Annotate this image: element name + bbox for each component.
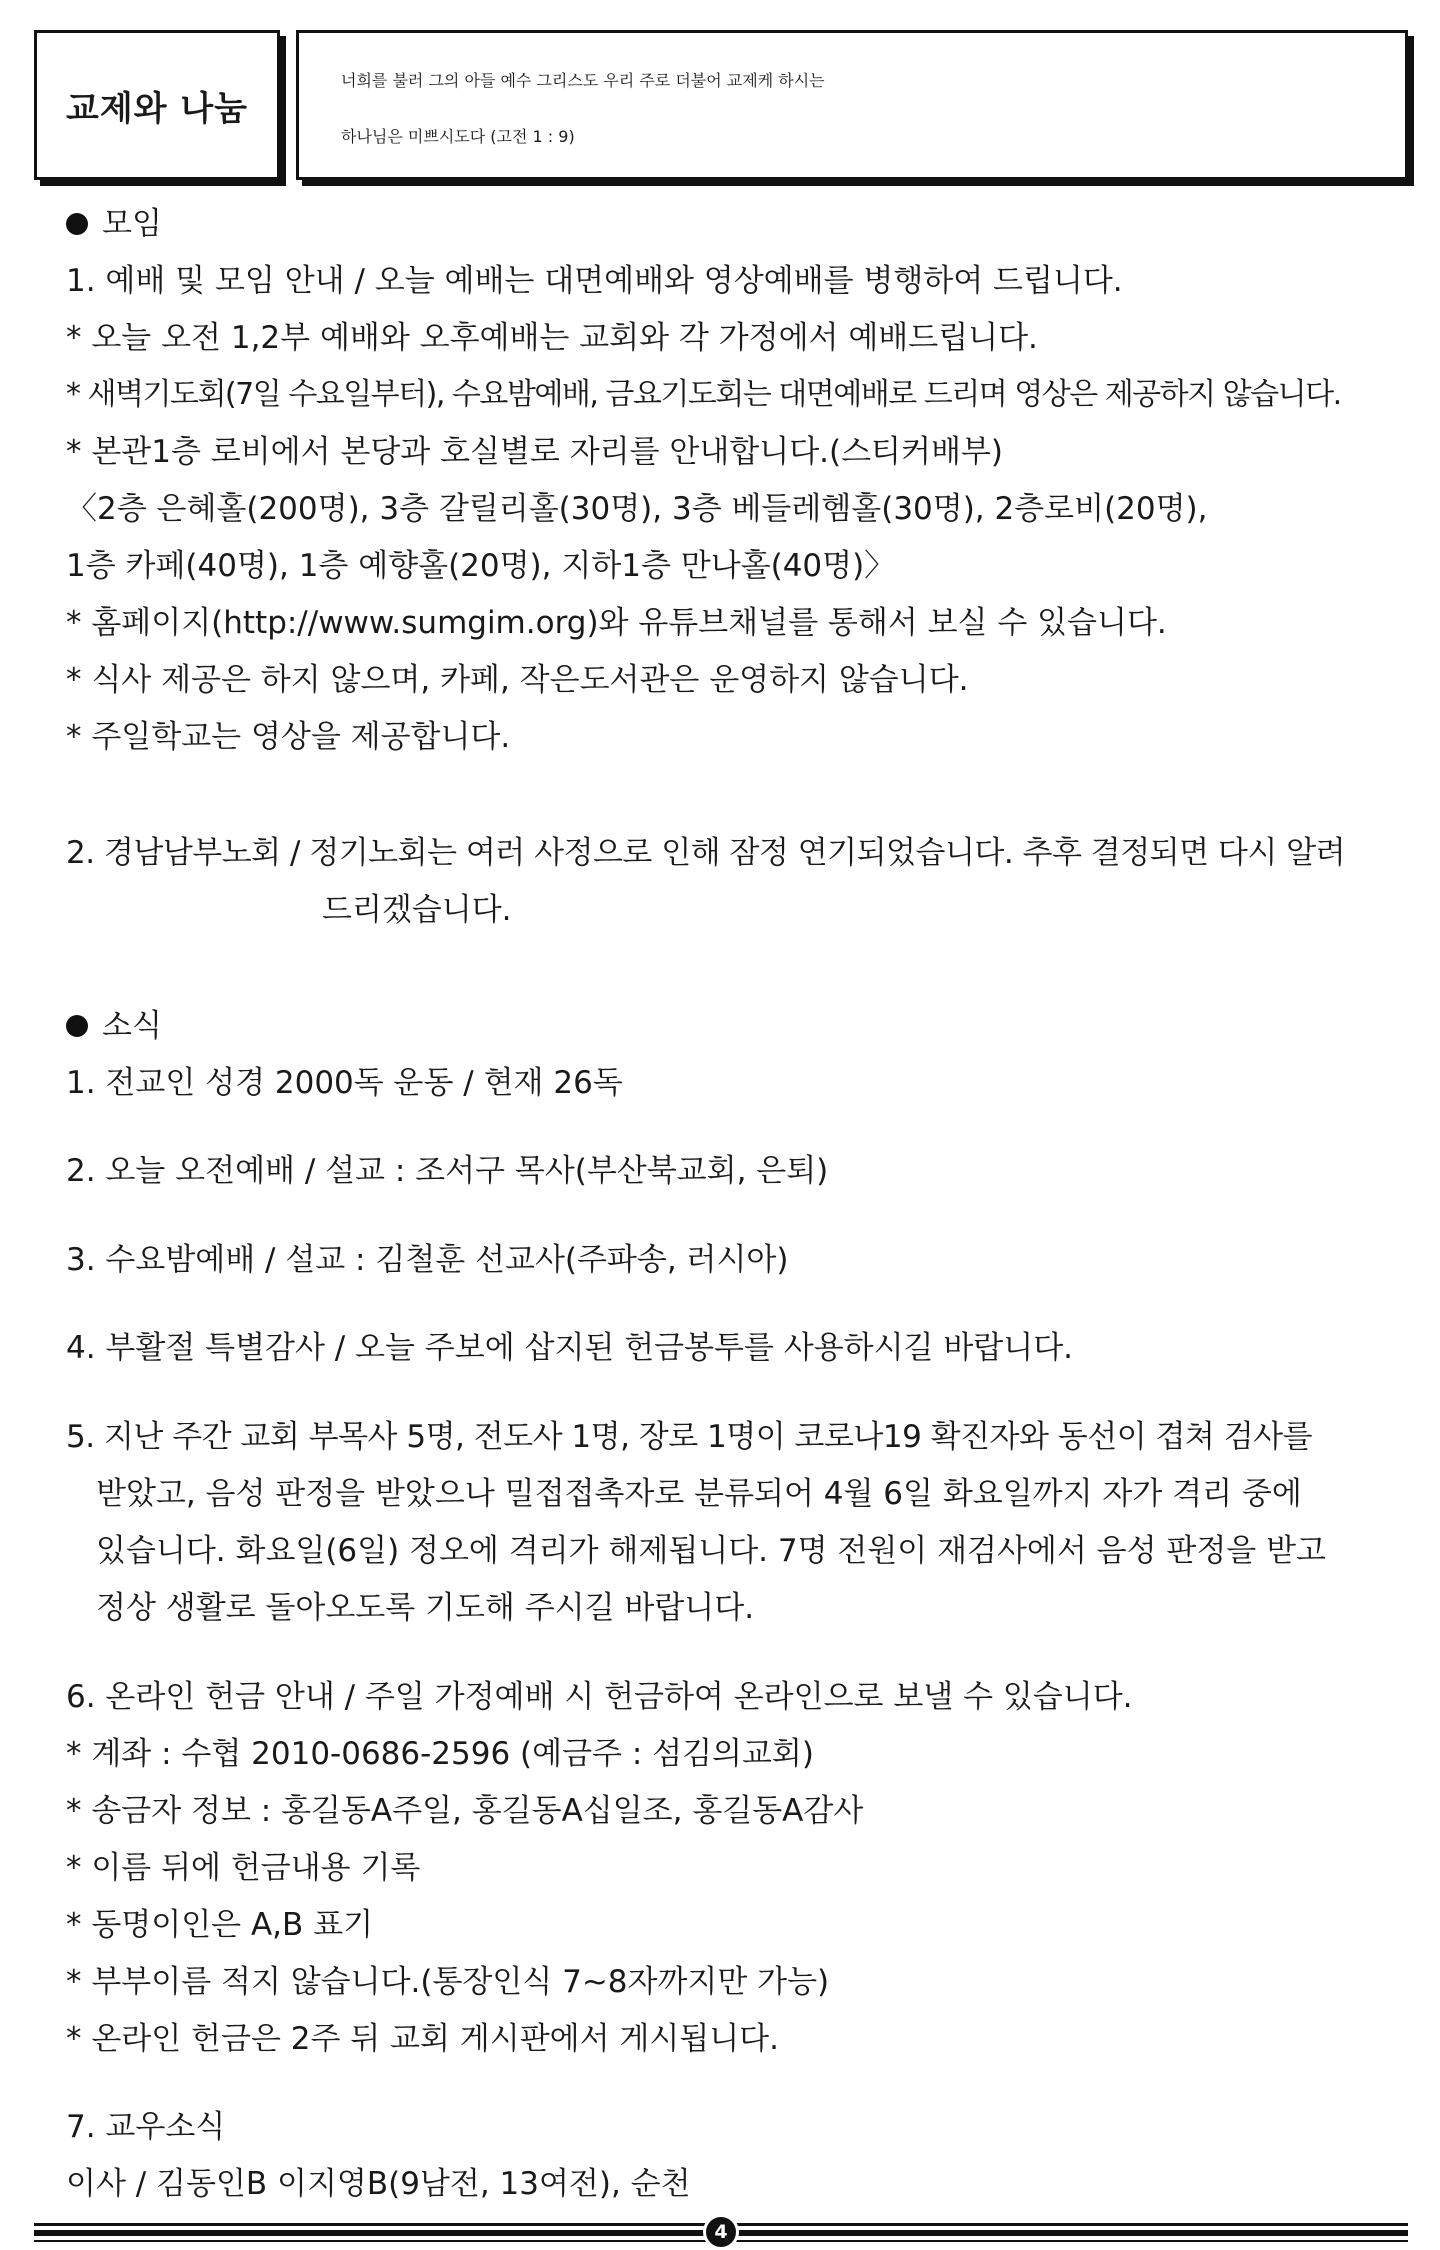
news-line: 2. 오늘 오전예배 / 설교 : 조서구 목사(부산북교회, 은퇴): [66, 1153, 829, 1189]
news-line: 있습니다. 화요일(6일) 정오에 격리가 해제됩니다. 7명 전원이 재검사에서 음성 판정을 받고: [96, 1533, 1326, 1569]
notice-line: 1층 카페(40명), 1층 예향홀(20명), 지하1층 만나홀(40명)〉: [66, 548, 896, 584]
notice-line: * 주일학교는 영상을 제공합니다.: [66, 719, 511, 755]
news-line: * 동명이인은 A,B 표기: [66, 1907, 374, 1943]
notice-line: * 오늘 오전 1,2부 예배와 오후예배는 교회와 각 가정에서 예배드립니다.: [66, 320, 1038, 356]
verse-line: 하나님은 미쁘시도다 (고전 1 : 9): [341, 127, 575, 146]
notice-line: 〈2층 은혜홀(200명), 3층 갈릴리홀(30명), 3층 베들레헴홀(30명), 2층로비(20명),: [66, 491, 1208, 527]
notice-line: 드리겠습니다.: [322, 892, 512, 928]
news-line: 이사 / 김동인B 이지영B(9남전, 13여전), 순천: [66, 2166, 691, 2202]
news-line: 정상 생활로 돌아오도록 기도해 주시길 바랍니다.: [96, 1590, 755, 1626]
notice-line: 2. 경남남부노회 / 정기노회는 여러 사정으로 인해 잠정 연기되었습니다. 추후 결정되면 다시 알려: [66, 835, 1346, 871]
section-title: 교제와 나눔: [65, 88, 249, 129]
news-line: * 이름 뒤에 헌금내용 기록: [66, 1850, 421, 1886]
news-line: * 부부이름 적지 않습니다.(통장인식 7∼8자까지만 가능): [66, 1964, 830, 2000]
section-heading-news: 소식: [66, 1006, 162, 1046]
verse-line: 너희를 불러 그의 아들 예수 그리스도 우리 주로 더불어 교제케 하시는: [341, 71, 825, 90]
news-line: 7. 교우소식: [66, 2109, 226, 2145]
news-line: 6. 온라인 헌금 안내 / 주일 가정예배 시 헌금하여 온라인으로 보낼 수 있습니다.: [66, 1679, 1133, 1715]
bible-verse-box: [296, 30, 1408, 180]
notice-line: * 홈페이지(http://www.sumgim.org)와 유튜브채널를 통해서 보실 수 있습니다.: [66, 605, 1167, 641]
notice-line: * 식사 제공은 하지 않으며, 카페, 작은도서관은 운영하지 않습니다.: [66, 662, 969, 698]
section-title-box: [34, 30, 280, 180]
news-line: 4. 부활절 특별감사 / 오늘 주보에 삽지된 헌금봉투를 사용하시길 바랍니다.: [66, 1330, 1073, 1366]
news-line: 5. 지난 주간 교회 부목사 5명, 전도사 1명, 장로 1명이 코로나19 확진자와 동선이 겹쳐 검사를: [66, 1419, 1313, 1455]
news-line: * 계좌 : 수협 2010-0686-2596 (예금주 : 섬김의교회): [66, 1736, 814, 1772]
bullet-icon: [66, 1015, 88, 1037]
news-line: 1. 전교인 성경 2000독 운동 / 현재 26독: [66, 1065, 623, 1101]
bullet-icon: [66, 213, 88, 235]
page-footer: [34, 2220, 1408, 2244]
news-line: * 온라인 헌금은 2주 뒤 교회 게시판에서 게시됩니다.: [66, 2021, 779, 2057]
news-line: 3. 수요밤예배 / 설교 : 김철훈 선교사(주파송, 러시아): [66, 1242, 789, 1278]
notice-line: * 본관1층 로비에서 본당과 호실별로 자리를 안내합니다.(스티커배부): [66, 434, 1003, 470]
notice-line: 1. 예배 및 모임 안내 / 오늘 예배는 대면예배와 영상예배를 병행하여 드립니다.: [66, 263, 1123, 299]
page-number: 4: [703, 2214, 739, 2250]
news-line: 받았고, 음성 판정을 받았으나 밀접접촉자로 분류되어 4월 6일 화요일까지 자가 격리 중에: [96, 1476, 1302, 1512]
notice-line: * 새벽기도회(7일 수요일부터), 수요밤예배, 금요기도회는 대면예배로 드리며 영상은 제공하지 않습니다.: [66, 377, 1341, 412]
news-line: * 송금자 정보 : 홍길동A주일, 홍길동A십일조, 홍길동A감사: [66, 1793, 864, 1829]
section-heading-gathering: 모임: [66, 204, 162, 244]
